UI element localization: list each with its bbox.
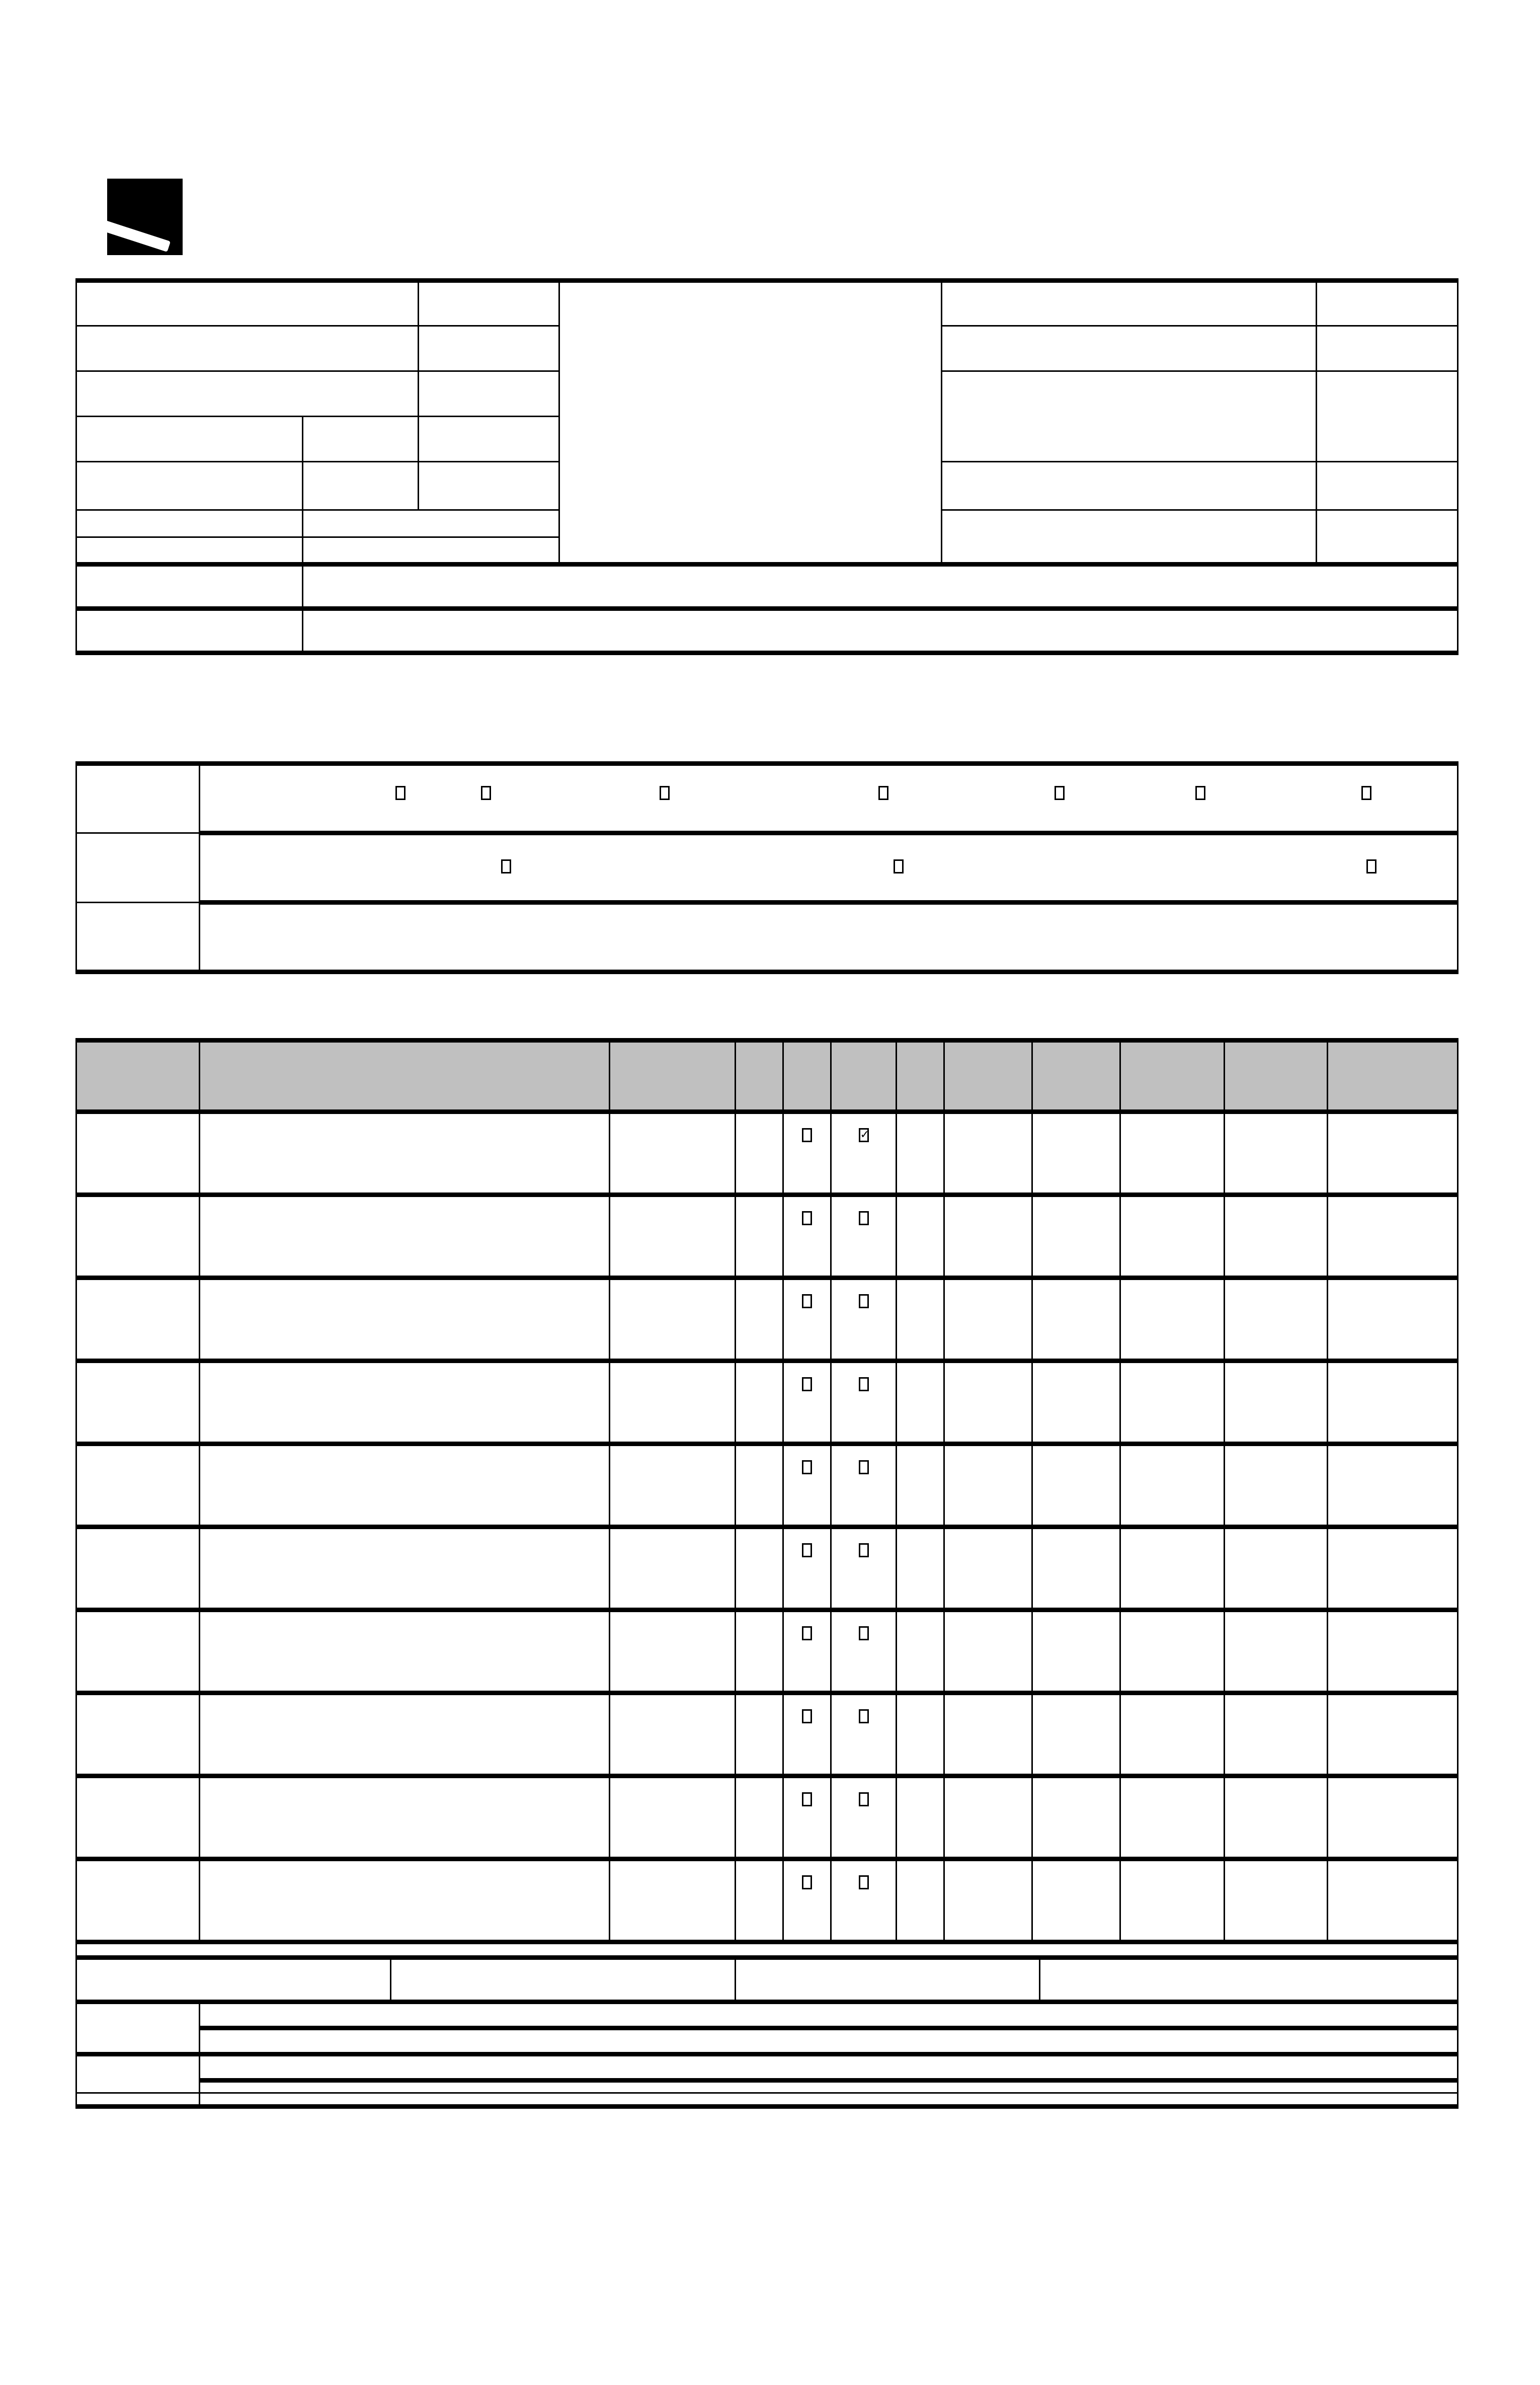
col-no (76, 1041, 200, 1112)
department-checkbox[interactable] (878, 786, 888, 800)
from-cell (76, 462, 303, 510)
cell-prev-transmittal (1328, 1527, 1458, 1610)
phase-option-during[interactable] (886, 859, 904, 873)
paper-checkbox[interactable] (859, 1128, 869, 1142)
cell-title (200, 1693, 610, 1776)
cell-title (200, 1361, 610, 1444)
company-logo (107, 179, 298, 255)
file-checkbox[interactable] (802, 1294, 812, 1308)
fa-legend-label (76, 2054, 200, 2107)
attn-label (76, 565, 303, 609)
department-checkbox[interactable] (395, 786, 406, 800)
paper-checkbox[interactable] (859, 1460, 869, 1474)
cell-pages (1032, 1776, 1120, 1859)
paper-checkbox[interactable] (859, 1875, 869, 1889)
cell-poi (1120, 1444, 1225, 1527)
document-type-label (76, 510, 303, 537)
department-option-civil[interactable] (653, 786, 670, 800)
cell-rev (736, 1776, 783, 1859)
cell-no (76, 1527, 200, 1610)
file-checkbox[interactable] (802, 1460, 812, 1474)
table-row (76, 1278, 1458, 1361)
executive-pm-name (303, 462, 419, 510)
cell-doc-type (610, 1527, 736, 1610)
col-pages (1032, 1041, 1120, 1112)
file-checkbox[interactable] (802, 1709, 812, 1723)
contract-no-label (1317, 281, 1458, 326)
table-row (76, 1444, 1458, 1527)
cell-size (944, 1112, 1032, 1195)
cell-no (76, 1361, 200, 1444)
cell-prev-transmittal (1328, 1776, 1458, 1859)
cell-poi (1120, 1361, 1225, 1444)
cell-cd (897, 1278, 944, 1361)
letter-date-label-cell (76, 326, 419, 371)
cell-no (76, 1859, 200, 1942)
contractor-label (1317, 510, 1458, 565)
issued-by-cell (391, 1958, 736, 2002)
cell-paper[interactable] (831, 1444, 897, 1527)
cell-poi (1120, 1278, 1225, 1361)
cell-doc-type (610, 1361, 736, 1444)
cell-prev-status (1225, 1444, 1328, 1527)
employer-pm-label (419, 417, 559, 462)
employer-pm-name (303, 417, 419, 462)
transmittal-no-value (419, 281, 559, 326)
cell-rev (736, 1361, 783, 1444)
table-row (76, 1361, 1458, 1444)
cell-poi (1120, 1112, 1225, 1195)
paper-checkbox[interactable] (859, 1211, 869, 1225)
contract-no-value (942, 281, 1317, 326)
cell-prev-transmittal (1328, 1278, 1458, 1361)
cell-prev-status (1225, 1195, 1328, 1278)
signatures-legend-table (75, 1955, 1458, 2109)
cell-prev-transmittal (1328, 1693, 1458, 1776)
department-checkbox[interactable] (1195, 786, 1205, 800)
table-row (76, 1859, 1458, 1942)
cell-prev-status (1225, 1693, 1328, 1776)
cell-rev (736, 1444, 783, 1527)
cell-paper[interactable] (831, 1859, 897, 1942)
department-checkbox[interactable] (660, 786, 670, 800)
cell-size (944, 1776, 1032, 1859)
classification-table (75, 761, 1458, 974)
cell-pages (1032, 1527, 1120, 1610)
cell-doc-type (610, 1195, 736, 1278)
cell-rev (736, 1527, 783, 1610)
partnership-group-value (942, 462, 1317, 510)
department-checkbox[interactable] (1055, 786, 1065, 800)
cell-file[interactable] (783, 1278, 831, 1361)
department-option-structure[interactable] (1188, 786, 1205, 800)
cell-doc-type (610, 1112, 736, 1195)
cell-pages (1032, 1693, 1120, 1776)
table-row (76, 1693, 1458, 1776)
cell-prev-status (1225, 1278, 1328, 1361)
transmittal-no-label-cell (76, 281, 419, 326)
table-row (76, 1195, 1458, 1278)
table-row (76, 1776, 1458, 1859)
table-row (76, 1112, 1458, 1195)
cell-doc-type (610, 1610, 736, 1693)
cell-no (76, 1776, 200, 1859)
cell-rev (736, 1112, 783, 1195)
cell-title (200, 1776, 610, 1859)
cell-paper[interactable] (831, 1195, 897, 1278)
documents-table (75, 1038, 1458, 2094)
department-option-project-control[interactable] (388, 786, 406, 800)
cell-prev-status (1225, 1776, 1328, 1859)
cell-file[interactable] (783, 1610, 831, 1693)
department-label (76, 764, 200, 833)
document-type-cell (303, 510, 559, 537)
cell-prev-status (1225, 1610, 1328, 1693)
letter-no-label (76, 537, 303, 565)
cell-pages (1032, 1112, 1120, 1195)
col-file (783, 1041, 831, 1112)
file-checkbox[interactable] (802, 1128, 812, 1142)
prepared-by-cell (76, 1958, 391, 2002)
project-title (559, 281, 942, 565)
cell-poi (1120, 1195, 1225, 1278)
plan-manager-label (1317, 371, 1458, 462)
paper-checkbox[interactable] (859, 1709, 869, 1723)
cell-title (200, 1278, 610, 1361)
file-checkbox[interactable] (802, 1211, 812, 1225)
cell-prev-transmittal (1328, 1195, 1458, 1278)
cell-rev (736, 1693, 783, 1776)
phase-checkbox[interactable] (501, 859, 511, 873)
file-checkbox[interactable] (802, 1377, 812, 1391)
cell-prev-transmittal (1328, 1859, 1458, 1942)
remark-label (77, 1944, 1457, 1948)
cell-cd (897, 1195, 944, 1278)
cell-size (944, 1361, 1032, 1444)
cell-title (200, 1195, 610, 1278)
cell-cd (897, 1859, 944, 1942)
poi-legend-line-1 (200, 2002, 1458, 2028)
cell-file[interactable] (783, 1776, 831, 1859)
documents-rows (76, 1112, 1458, 1942)
cell-prev-status (1225, 1112, 1328, 1195)
cell-cd (897, 1112, 944, 1195)
cell-doc-type (610, 1776, 736, 1859)
cell-paper[interactable] (831, 1610, 897, 1693)
cell-doc-type (610, 1693, 736, 1776)
cell-pages (1032, 1361, 1120, 1444)
col-prev-status (1225, 1041, 1328, 1112)
poi-legend-label (76, 2002, 200, 2054)
cell-poi (1120, 1527, 1225, 1610)
cell-pages (1032, 1278, 1120, 1361)
file-checkbox[interactable] (802, 1626, 812, 1640)
executive-pm-label (419, 462, 559, 510)
contractor-value (942, 510, 1317, 565)
department-option-electrical[interactable] (1047, 786, 1065, 800)
department-option-supervision[interactable] (474, 786, 491, 800)
file-checkbox[interactable] (802, 1875, 812, 1889)
fa-legend-line-1 (200, 2054, 1458, 2081)
cell-prev-transmittal (1328, 1610, 1458, 1693)
cell-prev-status (1225, 1859, 1328, 1942)
plan-manager-value (942, 371, 1317, 462)
table-row (76, 1610, 1458, 1693)
cell-size (944, 1610, 1032, 1693)
cell-no (76, 1195, 200, 1278)
to-cell (76, 417, 303, 462)
cell-prev-transmittal (1328, 1112, 1458, 1195)
paper-checkbox[interactable] (859, 1543, 869, 1557)
paper-checkbox[interactable] (859, 1377, 869, 1391)
department-option-architecture[interactable] (1354, 786, 1371, 800)
checked-by-cell (736, 1958, 1040, 2002)
poi-legend-line-2 (200, 2028, 1458, 2054)
cell-file[interactable] (783, 1361, 831, 1444)
doc-date-label-cell (76, 371, 419, 417)
paper-checkbox[interactable] (859, 1626, 869, 1640)
col-doc-type (610, 1041, 736, 1112)
cell-pages (1032, 1195, 1120, 1278)
department-option-mechanical[interactable] (871, 786, 888, 800)
cell-doc-type (610, 1859, 736, 1942)
col-cd (897, 1041, 944, 1112)
transmittal-info-table (75, 278, 1458, 655)
cell-poi (1120, 1610, 1225, 1693)
cell-prev-status (1225, 1527, 1328, 1610)
cell-prev-status (1225, 1361, 1328, 1444)
logo-mark (107, 179, 183, 255)
cell-prev-transmittal (1328, 1361, 1458, 1444)
cell-no (76, 1112, 200, 1195)
cell-file[interactable] (783, 1859, 831, 1942)
cell-poi (1120, 1859, 1225, 1942)
cell-size (944, 1195, 1032, 1278)
cell-poi (1120, 1693, 1225, 1776)
department-checkbox[interactable] (481, 786, 491, 800)
doc-date-value (419, 371, 559, 417)
letter-no-value (303, 537, 559, 565)
cell-size (944, 1693, 1032, 1776)
cell-no (76, 1610, 200, 1693)
cell-title (200, 1112, 610, 1195)
file-checkbox[interactable] (802, 1543, 812, 1557)
cell-poi (1120, 1776, 1225, 1859)
cell-rev (736, 1278, 783, 1361)
cell-file[interactable] (783, 1527, 831, 1610)
approved-by-cell (1040, 1958, 1458, 2002)
cell-file[interactable] (783, 1444, 831, 1527)
cell-paper[interactable] (831, 1112, 897, 1195)
cell-paper[interactable] (831, 1527, 897, 1610)
file-checkbox[interactable] (802, 1792, 812, 1806)
table-row (76, 1527, 1458, 1610)
employer-name-label (1317, 326, 1458, 371)
cell-pages (1032, 1859, 1120, 1942)
cell-cd (897, 1444, 944, 1527)
cell-paper[interactable] (831, 1693, 897, 1776)
col-rev (736, 1041, 783, 1112)
phase-option-before[interactable] (494, 859, 511, 873)
cell-paper[interactable] (831, 1776, 897, 1859)
cell-title (200, 1444, 610, 1527)
cell-pages (1032, 1444, 1120, 1527)
cell-no (76, 1278, 200, 1361)
discipline-label (76, 903, 200, 972)
cell-title (200, 1859, 610, 1942)
paper-checkbox[interactable] (859, 1792, 869, 1806)
phase-label (76, 833, 200, 903)
cell-title (200, 1527, 610, 1610)
paper-checkbox[interactable] (859, 1294, 869, 1308)
cell-file[interactable] (783, 1112, 831, 1195)
phase-option-after[interactable] (1359, 859, 1376, 873)
cell-cd (897, 1610, 944, 1693)
cc-label (76, 609, 303, 653)
cell-rev (736, 1859, 783, 1942)
cell-cd (897, 1361, 944, 1444)
cell-paper[interactable] (831, 1278, 897, 1361)
col-title (200, 1041, 610, 1112)
cell-title (200, 1610, 610, 1693)
col-paper (831, 1041, 897, 1112)
cell-file[interactable] (783, 1195, 831, 1278)
cell-rev (736, 1610, 783, 1693)
cell-size (944, 1527, 1032, 1610)
cell-pages (1032, 1610, 1120, 1693)
employer-name-value (942, 326, 1317, 371)
attn-value[interactable] (303, 565, 1458, 609)
cell-file[interactable] (783, 1693, 831, 1776)
department-checkbox[interactable] (1361, 786, 1371, 800)
cell-doc-type (610, 1278, 736, 1361)
cc-value[interactable] (303, 609, 1458, 653)
cell-cd (897, 1693, 944, 1776)
cell-size (944, 1859, 1032, 1942)
cell-no (76, 1693, 200, 1776)
col-poi (1120, 1041, 1225, 1112)
cell-prev-transmittal (1328, 1444, 1458, 1527)
cell-cd (897, 1776, 944, 1859)
cell-size (944, 1278, 1032, 1361)
partnership-group-label (1317, 462, 1458, 510)
phase-checkbox[interactable] (1366, 859, 1376, 873)
department-options (200, 764, 1458, 833)
cell-doc-type (610, 1444, 736, 1527)
cell-rev (736, 1195, 783, 1278)
cell-paper[interactable] (831, 1361, 897, 1444)
discipline-value (200, 903, 1458, 972)
col-prev-transmittal (1328, 1041, 1458, 1112)
fa-legend-line-2 (200, 2081, 1458, 2107)
letter-date-value (419, 326, 559, 371)
cell-size (944, 1444, 1032, 1527)
cell-no (76, 1444, 200, 1527)
phase-checkbox[interactable] (894, 859, 904, 873)
phase-options (200, 833, 1458, 903)
col-size (944, 1041, 1032, 1112)
cell-cd (897, 1527, 944, 1610)
